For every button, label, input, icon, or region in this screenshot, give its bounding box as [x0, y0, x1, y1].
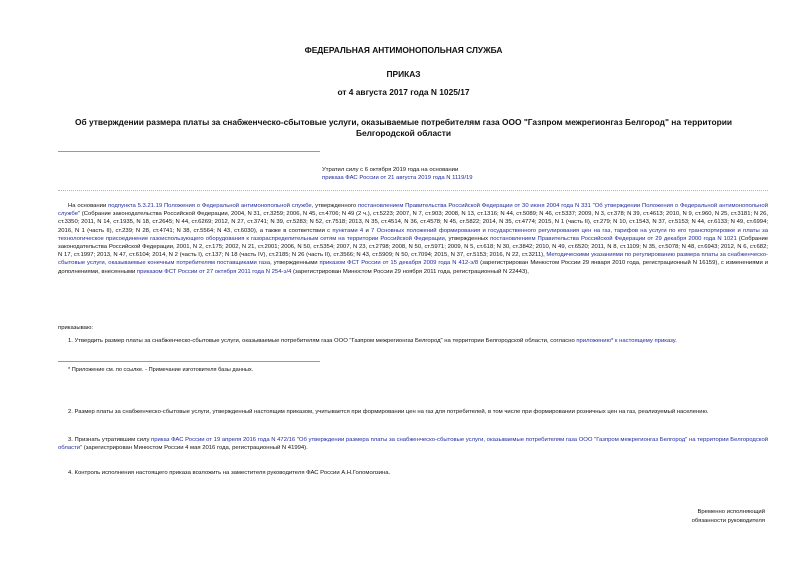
- link-government-resolution-1021[interactable]: постановлением Правительства Российской Федерации от 29 декабря 2000 года N 1021: [490, 235, 737, 242]
- document-date-number: от 4 августа 2017 года N 1025/17: [337, 87, 470, 97]
- link-government-resolution-331[interactable]: постановлением Правительства Российской Федерации от 30 июня 2004 года N 331 "Об утверждении Положения о Федеральной антимонопольной службе": [58, 203, 768, 218]
- preamble-paragraph: На основании подпункта 5.3.21.19 Положения о Федеральной антимонопольной службе, утвержденного постановлением Правительства Российской Федерации от 30 июня 2004 года N 331 "Об утверждении Положения о Федеральной антимонопольной службе" (Собрание законодательства Российской Федерации, 2004, N 31, ст.3259; 2006, N 45, ст.4706; N 49 (2 ч.), ст.5223; 2007, N 7, ст.903; 2008, N 13, ст.1316; N 44, ст.5089; N 46, ст.5337; 2009, N 3, ст.378; N 39, ст.4613; 2010, N 9, ст.960, N 25, ст.3181; N 26, ст.3350; 2011, N 14, ст.1935, N 18, ст.2645; N 44, ст.6269; 2012, N 27, ст.3741; N 39, ст.5283; N 52, ст.7518; 2013, N 35, ст.4514, N 36, ст.4578; N 45, ст.5822; 2014, N 35, ст.4774; 2015, N 1 (часть II), ст.279; N 10, ст.1543, N 37, ст.5153; N 44, ст.6133; N 49, ст.6994; 2016, N 1 (часть II), ст.239; N 28, ст.4741; N 38, ст.5564; N 43, ст.6030), а также в соответствии с пунктами 4 и 7 Основных положений формирования и государственного регулирования цен на газ, тарифов на услуги по его транспортировке и платы за технологическое присоединение газоиспользующего оборудования к газораспределительным сетям на территории Российской Федерации, утвержденных постановлением Правительства Российской Федерации от 29 декабря 2000 года N 1021 (Собрание законодательства Российской Федерации, 2001, N 2, ст.175; 2002, N 21, ст.2001; 2006, N 50, ст.5354; 2007, N 23, ст.2798; 2008, N 50, ст.5971; 2009, N 5, ст.618; N 30, ст.3842; 2010, N 49, ст.6520; 2011, N 8, ст.1109; N 35, ст.5078; N 48, ст.6943; 2012, N 6, ст.682; N 17, ст.1997; 2013, N 47, ст.6104; 2014, N 2 (часть I), ст.137; N 18 (часть IV), ст.2185; N 26 (часть II), ст.3566; N 43, ст.5909; N 50, ст.7094; 2015, N 37, ст.5153; 2016, N 22, ст.3211), Методическими указаниями по регулированию размера платы за снабженческо-сбытовые услуги, оказываемые конечным потребителям поставщиками газа, утвержденными приказом ФСТ России от 15 декабря 2009 года N 412-э/8 (зарегистрирован Минюстом России 29 января 2010 года, регистрационный N 16159), с изменениями и дополнениями, внесенными приказом ФСТ России от 27 октября 2011 года N 254-э/4 (зарегистрирован Минюстом России 29 ноября 2011 года, регистрационный N 22443),: [58, 203, 769, 275]
- document-title: Об утверждении размера платы за снабженческо-сбытовые услуги, оказываемые потребителям газа ООО "Газпром межрегионгаз Белгород" на территории Белгородской области: [75, 117, 732, 138]
- order-item-4: 4. Контроль исполнения настоящего приказа возложить на заместителя руководителя ФАС России А.Н.Голомолзина.: [68, 470, 391, 476]
- status-link[interactable]: приказа ФАС России от 21 августа 2019 года N 1119/19: [322, 175, 473, 181]
- signature-block: [692, 508, 765, 526]
- agency-name: ФЕДЕРАЛЬНАЯ АНТИМОНОПОЛЬНАЯ СЛУЖБА: [304, 45, 503, 55]
- link-fst-order-412[interactable]: приказом ФСТ России от 15 декабря 2009 года N 412-э/8: [319, 260, 479, 267]
- link-points-4[interactable]: пунктами 4: [332, 227, 364, 234]
- link-basic-provisions[interactable]: 7 Основных положений формирования и государственного регулирования цен на газ, тарифов на услуги по его транспортировке и платы за технологическое присоединение газоиспользующего оборудования к газораспределительным сетям на территории Российской Федерации: [58, 227, 768, 242]
- order-word: приказываю:: [58, 325, 94, 331]
- link-subpoint[interactable]: подпункта 5.3.21.19 Положения о Федеральной антимонопольной службе: [108, 203, 312, 209]
- signature-line-2: обязанности руководителя: [691, 518, 765, 524]
- link-fst-order-254[interactable]: приказом ФСТ России от 27 октября 2011 года N 254-э/4: [136, 268, 292, 275]
- link-methodical-guidelines[interactable]: Методическими указаниями по регулированию размера платы за снабженческо-сбытовые услуги, оказываемые конечным потребителям поставщиками газа: [58, 252, 768, 267]
- status-text: Утратил силу с 6 октября 2019 года на основании: [322, 167, 459, 173]
- order-item-2: 2. Размер платы за снабженческо-сбытовые услуги, утвержденный настоящим приказом, учитывается при формировании цен на газ для потребителей, в том числе при формировании розничных цен на газ, реализуемый населению.: [68, 409, 709, 415]
- footnote: * Приложение см. по ссылке. - Примечание изготовителя базы данных.: [68, 367, 254, 373]
- signature-line-1: Временно исполняющий: [697, 509, 765, 515]
- status-divider: [58, 190, 768, 191]
- link-fas-order-472[interactable]: приказ ФАС России от 19 апреля 2016 года N 472/16 "Об утверждении размера платы за снабженческо-сбытовые услуги, оказываемые потребителям газа ООО "Газпром межрегионгаз Белгород" на территории Белгородской области": [58, 437, 769, 452]
- order-item-3: 3. Признать утратившим силу приказ ФАС России от 19 апреля 2016 года N 472/16 "Об утверждении размера платы за снабженческо-сбытовые услуги, оказываемые потребителям газа ООО "Газпром межрегионгаз Белгород" на территории Белгородской области" (зарегистрирован Минюстом России 4 мая 2016 года, регистрационный N 41994).: [58, 437, 769, 452]
- footnote-divider: [58, 361, 320, 362]
- status-note: [322, 166, 562, 182]
- document-type: ПРИКАЗ: [386, 69, 421, 79]
- title-divider: [58, 151, 320, 152]
- link-appendix[interactable]: приложению* к настоящему приказу: [576, 338, 676, 344]
- order-item-1: 1. Утвердить размер платы за снабженческо-сбытовые услуги, оказываемые потребителям газа ООО "Газпром межрегионгаз Белгород" на территории Белгородской области, согласно приложению* к настоящему приказу.: [68, 338, 677, 344]
